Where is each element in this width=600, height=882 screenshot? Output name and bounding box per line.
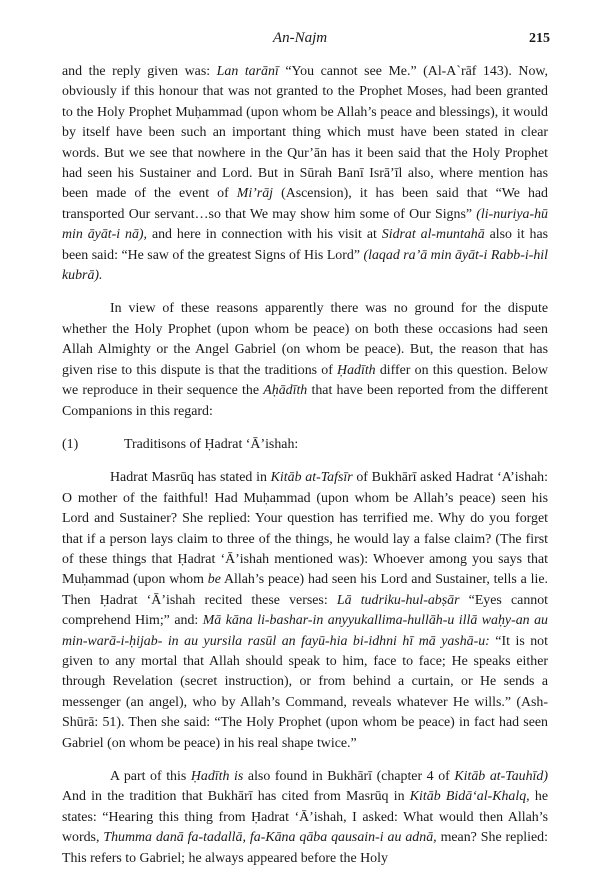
transliteration: be: [207, 572, 221, 588]
text-run: also found in Bukhārī (chapter 4 of: [243, 769, 455, 784]
transliteration: (laqad ra’ā min āyāt-i Rabb-i-hil kubrā).: [62, 247, 548, 284]
transliteration: Lā tudriku-hul-abṣār: [336, 592, 460, 608]
text-run: and the reply given was:: [62, 64, 217, 79]
text-run: In view of these reasons apparently there was no ground for the dispute whether the Holy Prophet (upon whom be peace) on both these occasions had seen Allah Almighty or the Angel Gabriel (on whom be peace). But, the reason that has given rise to this dispute is that the traditions of: [62, 301, 548, 378]
paragraph-2: [62, 299, 548, 421]
text-run: And in the tradition that Bukhārī has cited from Masrūq in: [62, 789, 410, 805]
text-run: differ on this question. Below we reproduce in their sequence the: [62, 362, 548, 399]
text-run: that have been reported from the different Companions in this regard:: [62, 383, 548, 419]
text-run: “You cannot see Me.” (Al-A`rāf 143). Now, obviously if this honour that was not granted to the Prophet Moses, had been granted to the Holy Prophet Muḥammad (upon whom be Allah’s peace and blessings), it would by itself have been such an important thing which must have been stated in clear words. But we see that nowhere in the Qur’ān has it been said that the Holy Prophet had seen his Sustainer and Lord. But in Sūrah Banī Isrā’īl also, where mention has been made of the event of: [62, 64, 548, 202]
text-run: “It is not given to any mortal that Allah should speak to him, face to face; He speaks either through Revelation (secret instruction), or from behind a curtain, or He sends a messenger (an angel), who by Allah’s Command, reveals whatever He wills.” (Ash-Shūrā: 51). Then she said: “The Holy Prophet (upon whom be peace) in fact had seen Gabriel (on whom be peace) in his real shape twice.”: [62, 633, 548, 751]
page-number: 215: [529, 31, 550, 46]
transliteration: Ḥadīth: [337, 362, 376, 378]
transliteration: Lan tarānī: [216, 64, 279, 79]
text-run: (Ascension), it has been said that “We had transported Our servant…so that We may show him some of Our Signs”: [62, 186, 548, 222]
transliteration: Mi’rāj: [236, 186, 274, 202]
text-run: mean? She replied: This refers to Gabriel; he always appeared before the Holy: [62, 830, 548, 866]
transliteration: Kitāb at-Tauhīd): [454, 769, 548, 784]
text-run: also it has been said: “He saw of the greatest Signs of His Lord”: [62, 227, 549, 263]
text-run: of Bukhārī asked Hadrat ‘A’ishah: O mother of the faithful! Had Muḥammad (upon whom be Allah’s peace) seen his Lord and Sustainer? She replied: Your question has terrified me. Why do you forget that if a person lays claim to three of the things, he would lay a false claim? (The first of these things that Ḥadrat ‘Ā’ishah mentioned was): Whoever among you says that Muḥammad (upon whom: [62, 470, 548, 588]
text-run: and here in connection with his visit at: [147, 227, 382, 243]
text-run: Hadrat Masrūq has stated in: [110, 470, 271, 486]
text-run: he states: “Hearing this thing from Ḥadrat ‘Ā’ishah, I asked: What would then Allah’s words,: [62, 789, 548, 846]
transliteration: Aḥādīth: [263, 383, 308, 399]
section-number: (1): [62, 436, 79, 452]
text-run: “Eyes cannot comprehend Him;” and:: [62, 592, 549, 629]
body-text: [62, 62, 548, 882]
paragraph-3: [62, 468, 548, 754]
transliteration: (li-nuriya-hū min āyāt-i nā),: [62, 206, 548, 243]
transliteration: Thumma danā fa-tadallā, fa-Kāna qāba qausain-i au adnā,: [103, 830, 437, 846]
transliteration: Kitāb Bidā‘al-Khalq,: [409, 789, 530, 805]
transliteration: Ḥadīth is: [190, 769, 244, 784]
transliteration: Mā kāna li-bashar-in anyyukallima-hullāh-u illā waḥy-an au min-warā-i-ḥijab- in au yursila rasūl an fayū-hia bi-idhni hī mā yashā-u:: [62, 613, 548, 649]
transliteration: Sidrat al-muntahā: [381, 227, 485, 243]
section-title: Traditisons of Ḥadrat ‘Ā’ishah:: [124, 436, 299, 452]
paragraph-1: [62, 62, 548, 286]
text-run: A part of this: [110, 769, 191, 784]
section-heading: [62, 435, 548, 455]
running-title: An-Najm: [272, 30, 328, 46]
transliteration: Kitāb at-Tafsīr: [270, 470, 353, 486]
text-run: Allah’s peace) had seen his Lord and Sustainer, tells a lie. Then Ḥadrat ‘Ā’ishah recited these verses:: [62, 572, 548, 608]
